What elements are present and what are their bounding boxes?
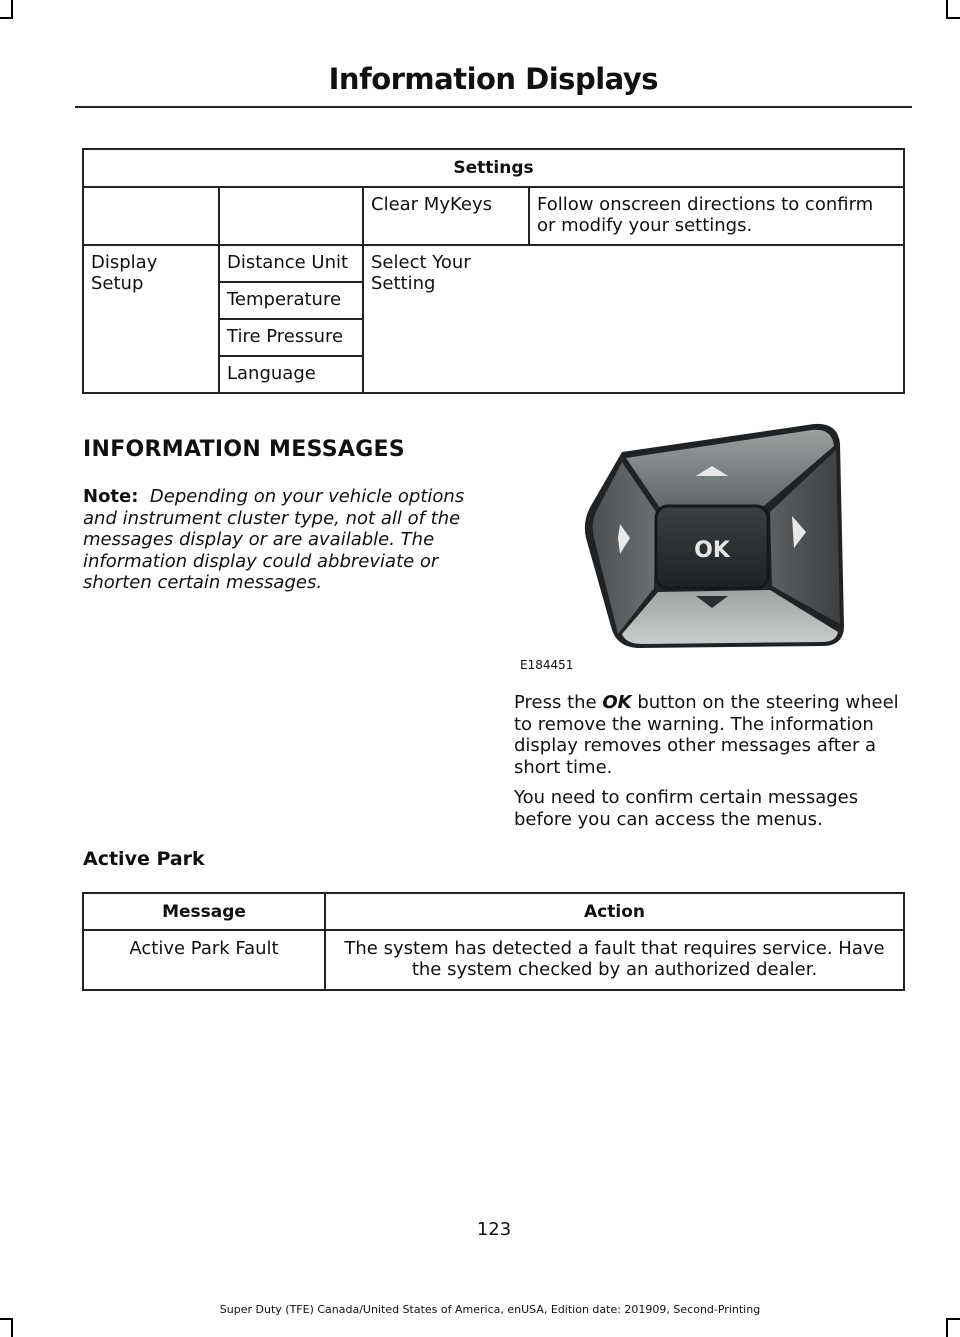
action-column-header: Action bbox=[325, 893, 904, 930]
table-cell: Clear MyKeys bbox=[363, 187, 529, 245]
footer-text: Super Duty (TFE) Canada/United States of America, enUSA, Edition date: 201909, Second-Printing bbox=[219, 1303, 761, 1316]
figure-code: E184451 bbox=[520, 658, 574, 672]
section-heading: INFORMATION MESSAGES bbox=[83, 437, 406, 462]
language-cell: Language bbox=[219, 356, 363, 393]
ok-emphasis: OK bbox=[602, 692, 632, 713]
active-park-table bbox=[82, 892, 905, 991]
crop-mark bbox=[11, 1318, 13, 1337]
crop-mark bbox=[11, 0, 13, 17]
distance-unit-cell: Distance Unit bbox=[219, 245, 363, 282]
table-row bbox=[83, 245, 904, 282]
crop-mark bbox=[946, 1318, 960, 1320]
table-cell bbox=[219, 187, 363, 245]
press-text-end: button on the steering wheel to remove the warning. The information display removes other messages after a short time. bbox=[514, 692, 899, 778]
table-row bbox=[83, 187, 904, 245]
settings-table bbox=[82, 148, 905, 394]
note-paragraph bbox=[83, 486, 468, 594]
table-cell bbox=[83, 187, 219, 245]
confirm-paragraph: You need to confirm certain messages before you can access the menus. bbox=[514, 787, 859, 830]
action-cell: The system has detected a fault that requires service. Have the system checked by an authorized dealer. bbox=[325, 930, 904, 990]
temperature-cell: Temperature bbox=[219, 282, 363, 319]
select-setting-cell: Select Your Setting bbox=[363, 245, 904, 393]
page-number: 123 bbox=[476, 1219, 512, 1240]
table-row bbox=[83, 930, 904, 990]
ok-button-label: OK bbox=[694, 538, 730, 563]
table-cell: Follow onscreen directions to confirm or modify your settings. bbox=[529, 187, 904, 245]
tire-pressure-cell: Tire Pressure bbox=[219, 319, 363, 356]
display-setup-cell: Display Setup bbox=[83, 245, 219, 393]
crop-mark bbox=[0, 17, 13, 19]
note-text: Depending on your vehicle options and instrument cluster type, not all of the messages display or are available. The information display could abbreviate or shorten certain messages. bbox=[83, 486, 465, 593]
page-title: Information Displays bbox=[328, 62, 658, 96]
table-header-row bbox=[83, 893, 904, 930]
crop-mark bbox=[946, 17, 960, 19]
press-text-start: Press the bbox=[514, 692, 603, 713]
note-label: Note: bbox=[83, 486, 139, 507]
press-ok-paragraph bbox=[514, 692, 909, 778]
message-cell: Active Park Fault bbox=[83, 930, 325, 990]
crop-mark bbox=[946, 1318, 948, 1337]
active-park-heading: Active Park bbox=[83, 848, 205, 870]
steering-wheel-ok-button-figure bbox=[582, 420, 844, 652]
message-column-header: Message bbox=[83, 893, 325, 930]
header-divider bbox=[75, 106, 912, 108]
crop-mark bbox=[946, 0, 948, 17]
settings-table-caption: Settings bbox=[83, 149, 904, 187]
